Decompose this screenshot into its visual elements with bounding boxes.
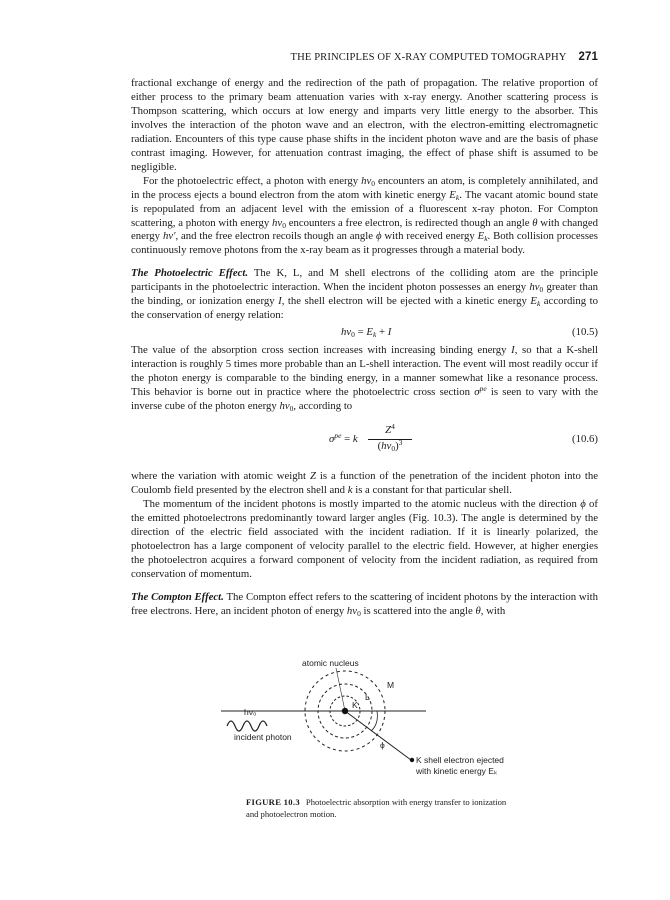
atomic-nucleus: [342, 708, 348, 714]
section-compton: The Compton Effect. The Compton effect refers to the scattering of incident photons by the interaction with free electrons. Here, an incident photon of energy $h\nu_0$ is scattered into the angle θ, with: [131, 590, 599, 618]
label-incident-photon: incident photon: [234, 732, 292, 742]
equation-10-6: $\sigma^{pe} = k$ $\frac{Z^4}{(h\nu_0)^3}$ (10.6): [329, 421, 598, 453]
incident-photon-wave: [227, 721, 267, 731]
label-ejected-line1: K shell electron ejected: [416, 755, 504, 765]
body-text: [131, 77, 598, 619]
figure-10-3: [131, 656, 598, 846]
photoelectric-diagram: [131, 656, 598, 796]
paragraph-5: The momentum of the incident photons is mostly imparted to the atomic nucleus with the direction ϕ of the emitted photoelectrons predominantly toward larger angles (Fig. 10.3). The angle is determined by the direction of the electric field associated with the incident radiation. If it is linearly polarized, the photoelectron has a large component of velocity parallel to the electric field. However, at higher energies the photoelectron acquires a forward component of velocity from the incident radiation, as required from conservation of momentum.: [131, 497, 598, 580]
label-angle: ϕ: [380, 740, 385, 750]
label-shell-m: M: [387, 680, 395, 690]
equation-number: (10.5): [572, 326, 598, 339]
label-ejected-line2: with kinetic energy Eₖ: [416, 766, 498, 776]
ejected-electron: [410, 758, 414, 762]
paragraph-4: where the variation with atomic weight Z is a function of the penetration of the incident photon into the Coulomb field presented by the electron shell and k is a constant for that particular shell.: [131, 469, 598, 496]
page-number: 271: [578, 51, 598, 63]
equation-10-5: $h\nu_0 = E_k + I$ (10.5): [341, 326, 598, 340]
section-photoelectric: The Photoelectric Effect. The K, L, and M shell electrons of the colliding atom are the principle participants in the photoelectric interaction. When the incident photon possesses an energy $h\nu_0$ greater than the binding, or ionization energy I, the shell electron will be ejected with a kinetic energy $E_k$ according to the conservation of energy relation:: [131, 267, 599, 322]
caption-label: FIGURE 10.3: [246, 797, 300, 807]
label-shell-k: K: [352, 700, 358, 710]
paragraph-2: For the photoelectric effect, a photon with energy $h\nu_0$ encounters an atom, is completely annihilated, and in the process ejects a bound electron from the atom with kinetic energy $E_k$. The vacant atomic bound state is repopulated from an adjacent level with the emission of a fluorescent x-ray photon. For Compton scattering, a photon with energy $h\nu_0$ encounters a free electron, is redirected though an angle θ with changed energy hν′, and the free electron recoils though an angle ϕ with received energy $E_k$. Both collision processes continuously remove photons from the x-ray beam as it progresses through a material body.: [131, 174, 598, 257]
paragraph-1: fractional exchange of energy and the redirection of the path of propagation. The relative proportion of either process to the primary beam attenuation varies with x-ray energy. Another scattering process is Thompson scattering, which occurs at low energy and imparts very little energy to the absorber. This involves the interaction of the photon wave and an electron, with the electron-emitting electromagnetic radiation. Encounters of this type cause phase shifts in the incident photon wave and are the basis of phase contrast imaging. However, for attenuation contrast imaging, the effect of phase shift is assumed to be negligible.: [131, 77, 598, 173]
equation-number: (10.6): [572, 432, 598, 445]
paragraph-3: The value of the absorption cross section increases with increasing binding energy I, so that a K-shell interaction is roughly 5 times more probable than an L-shell interaction. The event will most readily occur if the photon energy is comparable to the binding energy, in a manner somewhat like a resonance process. This behavior is borne out in practice where the photoelectric cross section $\sigma^{pe}$ is seen to vary with the inverse cube of the photon energy $h\nu_0$, according to: [131, 344, 598, 414]
label-photon-energy: hν₀: [244, 707, 257, 717]
caption-text: Photoelectric absorption with energy transfer to ionization and photoelectron motion.: [246, 797, 507, 819]
label-shell-l: L: [365, 692, 370, 702]
section-heading-photoelectric: The Photoelectric Effect.: [131, 267, 249, 280]
section-heading-compton: The Compton Effect.: [131, 590, 224, 603]
figure-caption: [246, 797, 516, 820]
angle-arc: [371, 711, 377, 731]
label-atomic-nucleus: atomic nucleus: [302, 658, 359, 668]
running-head-title: THE PRINCIPLES OF X-RAY COMPUTED TOMOGRAPHY: [290, 52, 567, 63]
running-head: [291, 51, 598, 63]
photoelectron-path: [345, 711, 411, 760]
